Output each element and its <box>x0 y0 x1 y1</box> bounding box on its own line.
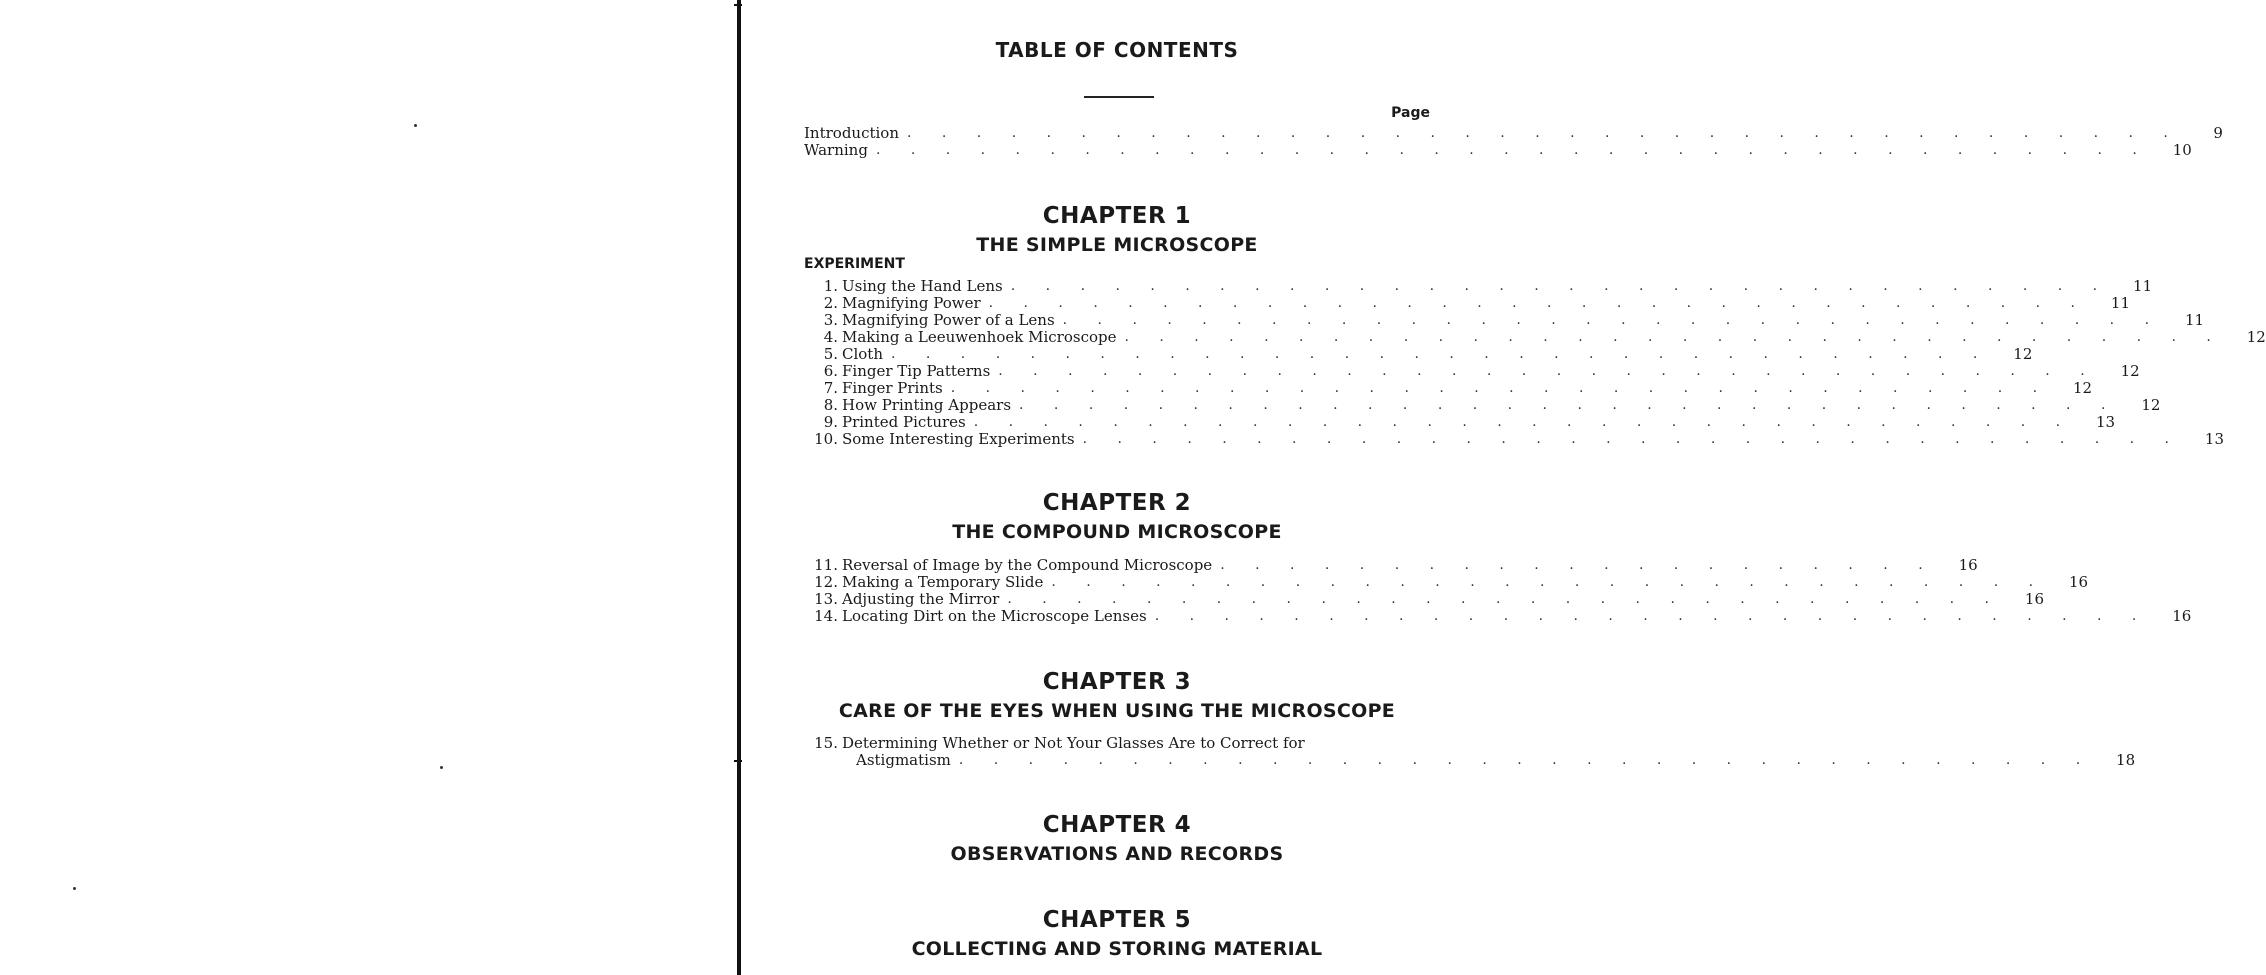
dot-leader: . . . . . . . . . . . . . . . . . . . . . . . . . . . . . <box>1154 608 2150 624</box>
entry-number: 8. <box>823 396 838 414</box>
toc-entry <box>804 430 2224 448</box>
entry-text: Magnifying Power <box>842 294 981 312</box>
entry-text: Warning <box>804 141 868 159</box>
entry-number: 7. <box>823 379 838 397</box>
toc-entry-introduction <box>804 124 2223 142</box>
entry-number: 5. <box>823 345 838 363</box>
dot-leader: . . . . . . . . . . . . . . . . . . . . . . . . . . . . . . . . <box>1124 329 2224 345</box>
entry-number: 13. <box>814 590 838 608</box>
entry-page: 18 <box>2116 751 2136 769</box>
entry-page: 12 <box>2013 345 2033 363</box>
dot-leader: . . . . . . . . . . . . . . . . . . . . . . . . . . . . . . . . <box>988 295 2088 311</box>
gutter-mark <box>734 760 742 762</box>
chapter-subtitle: CARE OF THE EYES WHEN USING THE MICROSCOPE <box>838 700 1396 722</box>
entry-text: Reversal of Image by the Compound Microscope <box>842 556 1213 574</box>
toc-entry <box>804 345 2033 363</box>
experiment-label: EXPERIMENT <box>804 256 905 272</box>
toc-entry <box>804 413 2116 431</box>
entry-page: 11 <box>2110 294 2130 312</box>
toc-page <box>804 0 2266 975</box>
entry-page: 16 <box>2024 590 2045 608</box>
dot-leader: . . . . . . . . . . . . . . . . . . . . . . . . . . . . . <box>1051 574 2047 590</box>
entry-page: 16 <box>2068 573 2089 591</box>
entry-text: Using the Hand Lens <box>842 277 1003 295</box>
dot-leader: . . . . . . . . . . . . . . . . . . . . . . . . . . . . . . . . . <box>958 752 2094 768</box>
toc-entry-warning <box>804 141 2192 159</box>
toc-entry <box>804 379 2093 397</box>
chapter-heading: CHAPTER 5 <box>1042 907 1192 933</box>
entry-number: 3. <box>823 311 838 329</box>
dot-leader: . . . . . . . . . . . . . . . . . . . . . . . . . . . . . <box>1007 591 2003 607</box>
dot-leader: . . . . . . . . . . . . . . . . . . . . . . . . . . . . . . . . <box>1082 431 2182 447</box>
chapter-heading: CHAPTER 3 <box>1042 669 1192 695</box>
entry-number: 4. <box>823 328 838 346</box>
entry-page: 9 <box>2213 124 2223 142</box>
toc-entry-first-line <box>804 735 1430 752</box>
chapter-heading: CHAPTER 1 <box>1042 203 1192 229</box>
entry-number: 10. <box>814 430 838 448</box>
entry-number: 6. <box>823 362 838 380</box>
entry-page: 12 <box>2246 328 2266 346</box>
page-speck <box>440 766 443 769</box>
chapter-subtitle: OBSERVATIONS AND RECORDS <box>950 843 1284 865</box>
entry-text-continued: Astigmatism <box>856 751 951 769</box>
toc-title: TABLE OF CONTENTS <box>995 38 1239 62</box>
chapter-subtitle: THE SIMPLE MICROSCOPE <box>976 234 1258 256</box>
entry-page: 10 <box>2172 141 2192 159</box>
entry-text: Printed Pictures <box>842 413 966 431</box>
entry-page: 16 <box>1958 556 1978 574</box>
toc-entry <box>804 311 2205 329</box>
entry-number: 2. <box>823 294 838 312</box>
dot-leader: . . . . . . . . . . . . . . . . . . . . . . . . . . . . . . . . <box>891 346 1991 362</box>
chapter-subtitle: COLLECTING AND STORING MATERIAL <box>911 938 1323 960</box>
dot-leader: . . . . . . . . . . . . . . . . . . . . . . . . . . . . . . . . <box>1019 397 2119 413</box>
entry-page: 16 <box>2172 607 2192 625</box>
toc-entry <box>804 590 2045 608</box>
toc-entry <box>804 573 2089 591</box>
toc-entry-continued <box>856 751 2136 769</box>
entry-text: Some Interesting Experiments <box>842 430 1075 448</box>
title-divider <box>1084 96 1154 98</box>
entry-page: 12 <box>2141 396 2161 414</box>
dot-leader: . . . . . . . . . . . . . . . . . . . . . . . . . . . . . . . . <box>1062 312 2163 328</box>
entry-text: How Printing Appears <box>842 396 1012 414</box>
entry-number: 15. <box>814 734 838 752</box>
dot-leader: . . . . . . . . . . . . . . . . . . . . . . . . . . . . . . . . <box>950 380 2051 396</box>
entry-page: 13 <box>2204 430 2224 448</box>
entry-text: Finger Tip Patterns <box>842 362 991 380</box>
dot-leader: . . . . . . . . . . . . . . . . . . . . . <box>1220 557 1936 573</box>
toc-entry <box>804 294 2130 312</box>
toc-entry <box>804 362 2140 380</box>
entry-number: 14. <box>814 607 838 625</box>
entry-text: Determining Whether or Not Your Glasses Are to Correct for <box>842 734 1305 752</box>
entry-text: Cloth <box>842 345 883 363</box>
entry-text: Finger Prints <box>842 379 943 397</box>
entry-page: 13 <box>2096 413 2116 431</box>
entry-text: Magnifying Power of a Lens <box>842 311 1055 329</box>
entry-number: 12. <box>814 573 838 591</box>
entry-page: 12 <box>2073 379 2093 397</box>
gutter-mark <box>734 4 742 6</box>
entry-text: Making a Temporary Slide <box>842 573 1044 591</box>
dot-leader: . . . . . . . . . . . . . . . . . . . . . . . . . . . . . . . . . . . . . <box>875 142 2150 158</box>
entry-text: Locating Dirt on the Microscope Lenses <box>842 607 1147 625</box>
dot-leader: . . . . . . . . . . . . . . . . . . . . . . . . . . . . . . . . . . . . . <box>907 125 2181 141</box>
chapter-subtitle: THE COMPOUND MICROSCOPE <box>952 521 1282 543</box>
dot-leader: . . . . . . . . . . . . . . . . . . . . . . . . . . . . . . . . <box>998 363 2098 379</box>
entry-number: 1. <box>823 277 838 295</box>
entry-text: Making a Leeuwenhoek Microscope <box>842 328 1117 346</box>
chapter-heading: CHAPTER 4 <box>1042 812 1192 838</box>
toc-entry <box>804 328 2266 346</box>
entry-number: 9. <box>823 413 838 431</box>
entry-text: Introduction <box>804 124 899 142</box>
page-column-label: Page <box>1391 105 1430 121</box>
toc-entry <box>804 277 2153 295</box>
chapter-heading: CHAPTER 2 <box>1042 490 1192 516</box>
dot-leader: . . . . . . . . . . . . . . . . . . . . . . . . . . . . . . . . <box>1010 278 2111 294</box>
book-gutter <box>737 0 741 975</box>
toc-entry <box>804 607 2192 625</box>
entry-text: Adjusting the Mirror <box>842 590 1000 608</box>
page-speck <box>414 124 417 127</box>
entry-number: 11. <box>814 556 838 574</box>
toc-entry <box>804 396 2161 414</box>
page-speck <box>73 887 76 890</box>
toc-entry <box>804 556 1978 574</box>
entry-page: 12 <box>2120 362 2140 380</box>
dot-leader: . . . . . . . . . . . . . . . . . . . . . . . . . . . . . . . . <box>973 414 2074 430</box>
entry-page: 11 <box>2133 277 2153 295</box>
entry-page: 11 <box>2184 311 2205 329</box>
